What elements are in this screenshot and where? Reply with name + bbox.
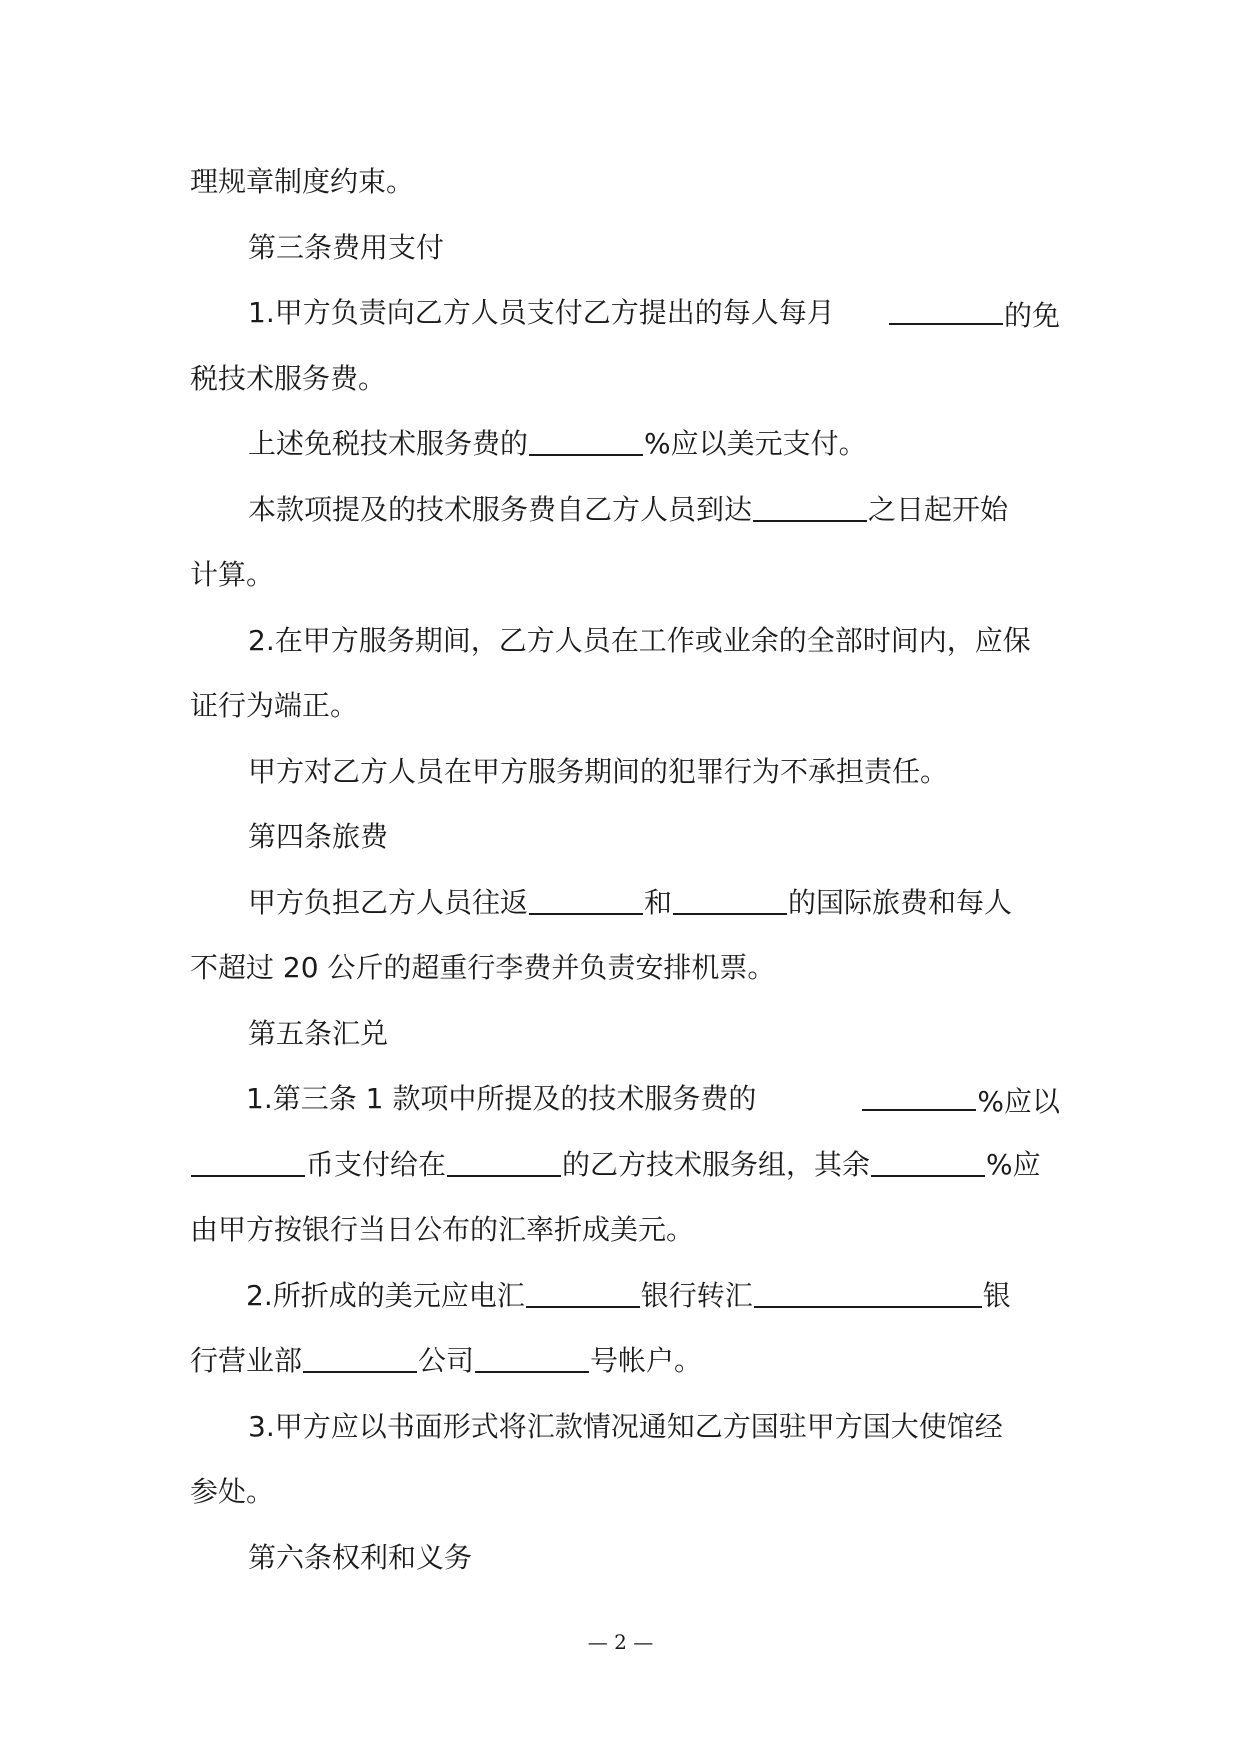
paragraph-line (190, 686, 1060, 752)
fill-in-blank (673, 883, 787, 915)
section-title: 第四条旅费 (248, 820, 389, 853)
text-segment: %应以美元支付。 (644, 427, 867, 460)
fill-in-blank (526, 1276, 640, 1308)
text-segment: 号帐户。 (590, 1344, 703, 1377)
paragraph-line (190, 883, 1060, 949)
section-heading-6 (190, 1538, 1060, 1604)
fill-in-blank (303, 1341, 417, 1373)
fill-in-blank (191, 1145, 305, 1177)
text-segment: 银 (982, 1278, 1011, 1312)
text-segment: 2.在甲方服务期间，乙方人员在工作或业余的全部时间内，应保 (248, 623, 1031, 657)
section-heading-5 (190, 1014, 1060, 1080)
paragraph-line (190, 1407, 1060, 1473)
text-segment: 税技术服务费。 (190, 361, 387, 395)
paragraph-line (190, 1079, 1060, 1145)
fill-in-blank (889, 293, 1003, 325)
paragraph-line (190, 162, 1060, 228)
text-segment: 和 (644, 885, 673, 919)
section-title: 第三条费用支付 (248, 230, 445, 264)
fill-in-blank (529, 424, 643, 456)
section-heading-4 (190, 817, 1060, 883)
text-segment: 计算。 (190, 558, 275, 591)
text-segment: 理规章制度约束。 (190, 165, 415, 198)
paragraph-line (190, 555, 1060, 621)
paragraph-line (190, 948, 1060, 1014)
text-segment: 之日起开始 (868, 492, 1009, 526)
paragraph-line (190, 1210, 1060, 1276)
fill-in-blank (862, 1079, 976, 1111)
fill-in-blank (475, 1341, 589, 1373)
section-heading-3 (190, 228, 1060, 294)
text-segment: 的国际旅费和每人 (788, 885, 1013, 919)
text-segment: 上述免税技术服务费的 (248, 427, 529, 460)
text-segment: 公司 (418, 1344, 475, 1377)
text-segment: 1.甲方负责向乙方人员支付乙方提出的每人每月 (248, 296, 835, 329)
page-number: — 2 — (587, 1630, 654, 1654)
paragraph-line (190, 1145, 1060, 1211)
text-segment: 甲方对乙方人员在甲方服务期间的犯罪行为不承担责任。 (248, 754, 949, 788)
text-segment: 甲方负担乙方人员往返 (248, 885, 529, 919)
text-segment: 银行转汇 (640, 1278, 753, 1312)
text-segment: 的乙方技术服务组，其余 (562, 1147, 871, 1181)
fill-in-blank (871, 1145, 985, 1177)
paragraph-line (190, 1276, 1060, 1342)
paragraph-line (190, 490, 1060, 556)
section-title: 第五条汇兑 (248, 1016, 389, 1050)
text-segment: 币支付给在 (306, 1147, 447, 1181)
text-segment: 不超过 20 公斤的超重行李费并负责安排机票。 (190, 951, 776, 984)
text-segment: %应 (986, 1147, 1041, 1181)
fill-in-blank (753, 490, 867, 522)
paragraph-line (190, 359, 1060, 425)
text-segment: 由甲方按银行当日公布的汇率折成美元。 (190, 1213, 695, 1246)
text-segment: 行营业部 (190, 1344, 303, 1377)
text-segment: 1.第三条 1 款项中所提及的技术服务费的 (246, 1082, 757, 1115)
fill-in-blank (754, 1276, 982, 1308)
paragraph-line (190, 293, 1060, 359)
blank-line-group (888, 293, 1060, 336)
paragraph-line (190, 424, 1060, 490)
text-segment: 3.甲方应以书面形式将汇款情况通知乙方国驻甲方国大使馆经 (248, 1409, 1003, 1443)
fill-in-blank (447, 1145, 561, 1177)
text-segment: 的免 (1003, 299, 1060, 332)
paragraph-line (190, 1472, 1060, 1538)
paragraph-line (190, 752, 1060, 818)
paragraph-line (190, 621, 1060, 687)
paragraph-line (190, 1341, 1060, 1407)
fill-in-blank (529, 883, 643, 915)
text-segment: 证行为端正。 (190, 689, 359, 722)
text-segment: 本款项提及的技术服务费自乙方人员到达 (248, 492, 753, 526)
text-segment: %应以 (977, 1085, 1060, 1118)
text-segment: 参处。 (190, 1475, 275, 1508)
text-segment: 2.所折成的美元应电汇 (246, 1278, 525, 1312)
document-body (190, 162, 1060, 1603)
section-title: 第六条权利和义务 (248, 1540, 473, 1574)
blank-line-group (861, 1079, 1060, 1122)
